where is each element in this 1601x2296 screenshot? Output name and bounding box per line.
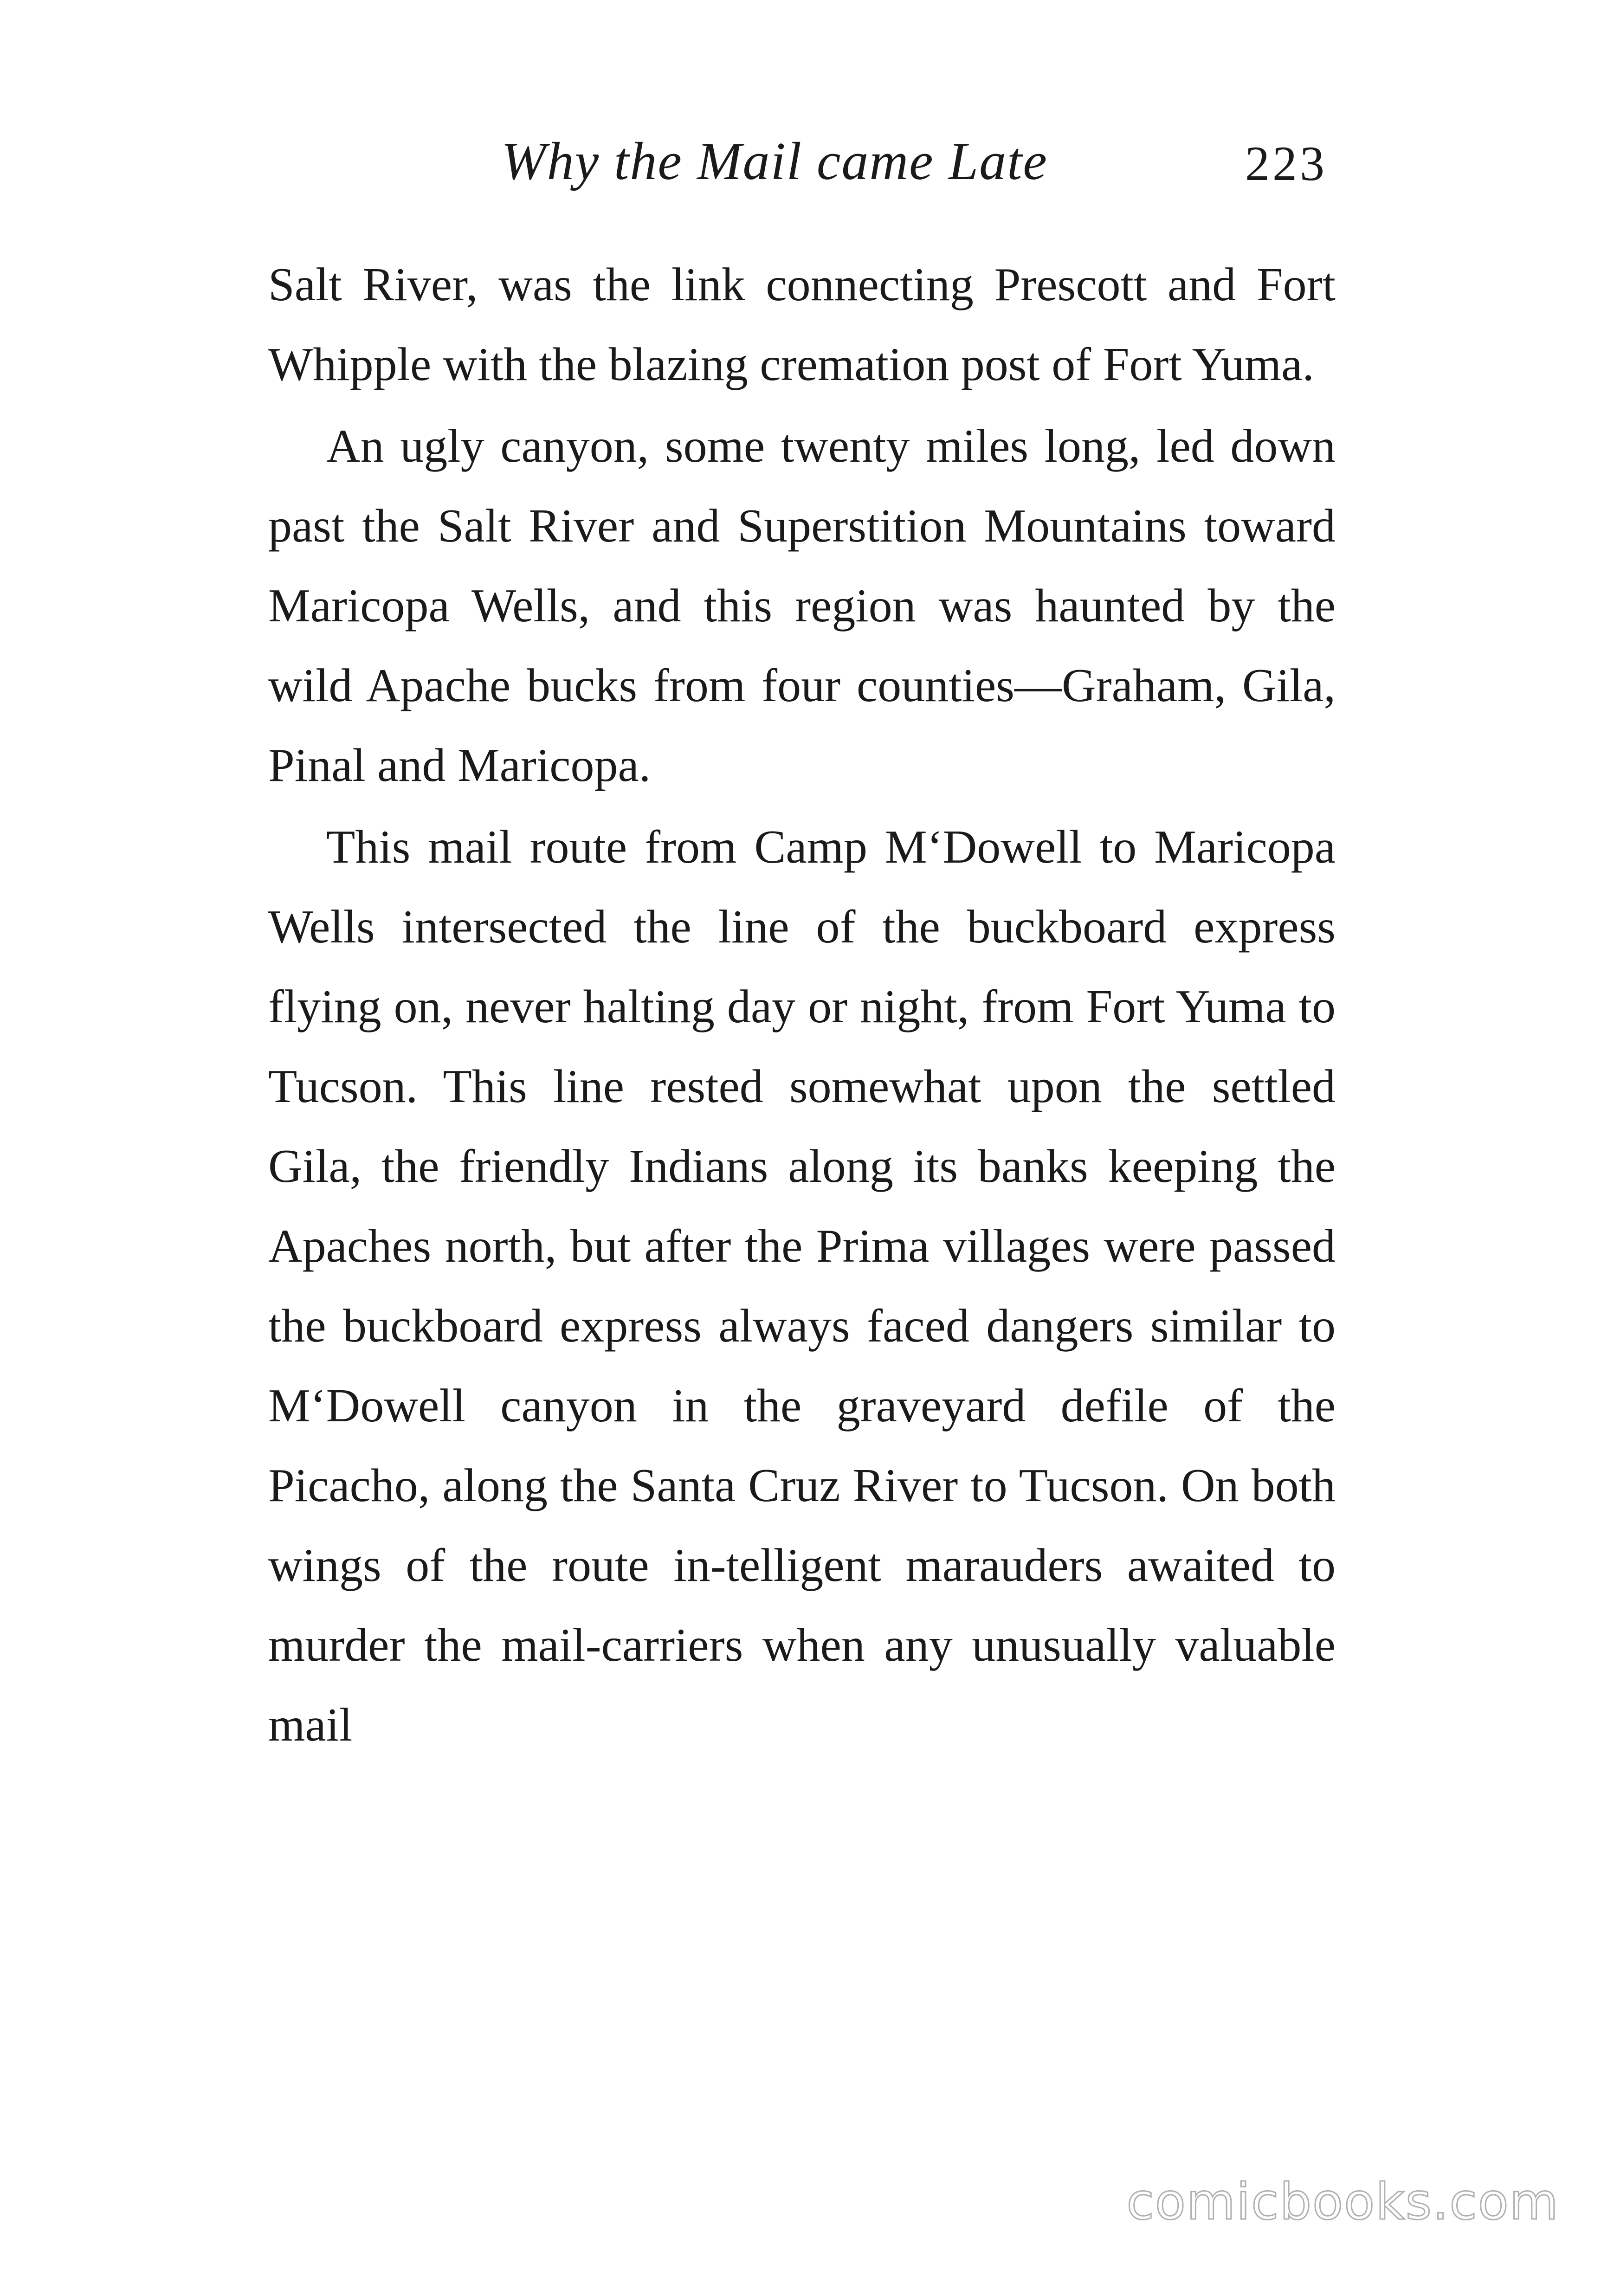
paragraph: This mail route from Camp M‘Dowell to Maricopa Wells intersected the line of the buckboard express flying on, never halting day or night, from Fort Yuma to Tucson. This line rested somewhat upon the settled Gila, the friendly Indians along its banks keeping the Apaches north, but after the Prima villages were passed the buckboard express always faced dangers similar to M‘Dowell canyon in the graveyard defile of the Picacho, along the Santa Cruz River to Tucson. On both wings of the route in-telligent marauders awaited to murder the mail-carriers when any unusually valuable mail <box>268 821 1336 1751</box>
paragraph: Salt River, was the link connecting Prescott and Fort Whipple with the blazing cremation post of Fort Yuma. <box>268 258 1336 391</box>
running-title: Why the Mail came Late <box>501 132 1048 191</box>
paragraph: An ugly canyon, some twenty miles long, led down past the Salt River and Superstition Mountains toward Maricopa Wells, and this region was haunted by the wild Apache bucks from four counties—Graham, Gila, Pinal and Maricopa. <box>268 420 1336 792</box>
watermark: comicbooks.com <box>1126 2173 1559 2231</box>
page-number: 223 <box>1245 136 1327 191</box>
body-text <box>268 245 1336 1765</box>
